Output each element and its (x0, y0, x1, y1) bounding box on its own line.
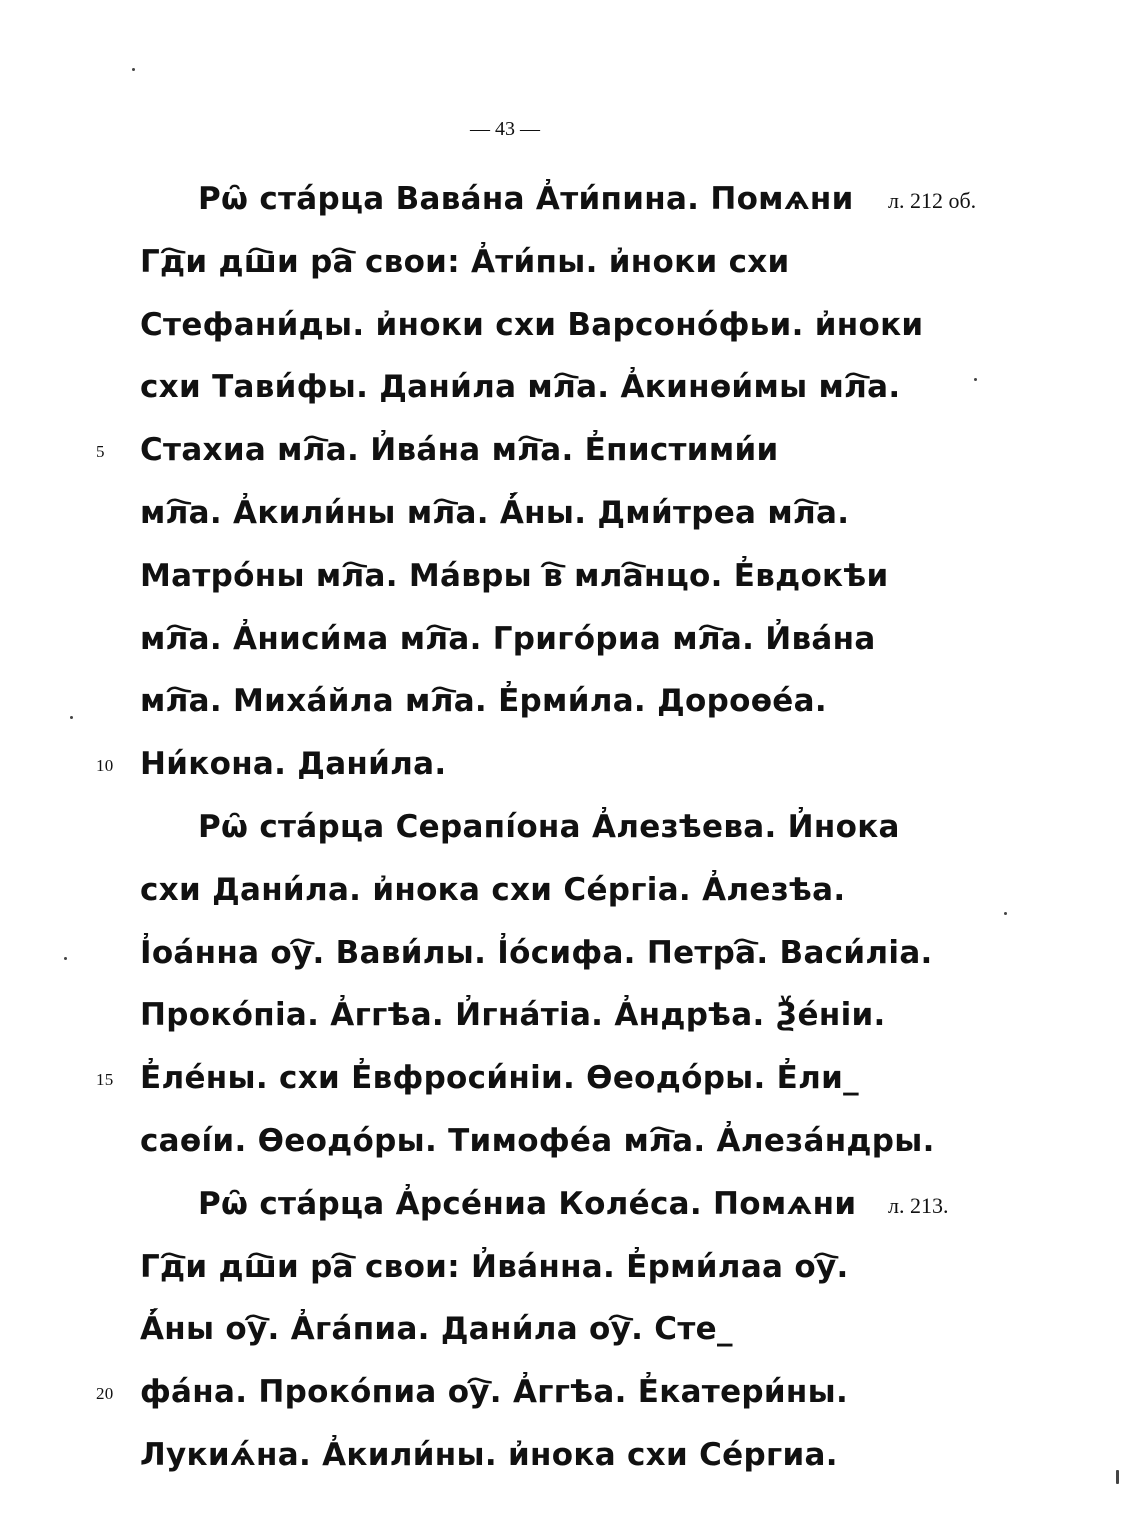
folio-margin-note: л. 212 об. (888, 188, 977, 213)
line-text: І҆оа́нна оу҇. Вави́лы. І҆о́сифа. Петра҇. Васи́ліа. (140, 934, 933, 971)
text-line (140, 859, 880, 922)
text-line (96, 1361, 880, 1424)
text-line (140, 608, 880, 671)
line-number: 5 (96, 442, 105, 462)
text-line (140, 1236, 880, 1299)
scan-speck (132, 68, 135, 71)
line-text: мл҇а. Миха́йла мл҇а. Е҆рми́ла. Дороѳе́а. (140, 683, 827, 720)
text-line (140, 1173, 949, 1236)
page-number: — 43 — (470, 118, 540, 140)
line-text: Стахиа мл҇а. И҆ва́на мл҇а. Е҆пистими́и (140, 432, 779, 469)
scan-speck (974, 378, 977, 381)
line-text: Рѡ̑ ста́рца Вава́на А҆ти́пина. Помѧни (198, 181, 854, 217)
text-line (140, 984, 886, 1047)
folio-margin-note: л. 213. (888, 1192, 949, 1218)
line-number: 10 (96, 756, 114, 776)
line-number: 15 (96, 1070, 114, 1090)
text-line (140, 294, 924, 357)
scan-speck (70, 716, 73, 719)
line-text: Матро́ны мл҇а. Ма́вры в҇ мла҇нцо. Е҆вдокѣи (140, 557, 889, 594)
text-line (96, 733, 880, 796)
line-text: Гд҇и дш҇и ра҇ свои: И҆ва́нна. Е҆рми́лаа оу҇. (140, 1248, 849, 1285)
text-line (140, 545, 889, 608)
line-text: Рѡ̑ ста́рца А҆рсе́ниа Коле́са. Помѧни (198, 1185, 857, 1222)
text-line (96, 419, 880, 482)
line-text: Лукиѧ́на. А҆кили́ны. и҆нока схи Се́ргиа. (140, 1436, 838, 1473)
line-text: Стефани́ды. и҆ноки схи Варсоно́фьи. и҆ноки (140, 306, 924, 343)
text-line (140, 231, 880, 294)
text-line (140, 356, 901, 419)
text-line (96, 1047, 880, 1110)
text-line (140, 168, 977, 231)
line-text: Проко́піа. А҆ггѣа. И҆гна́тіа. А҆ндрѣа. Ѯе́ніи. (140, 997, 886, 1034)
text-line (140, 482, 880, 545)
line-text: саѳі́и. Ѳеодо́ры. Тимофе́а мл҇а. А҆леза́ндры. (140, 1122, 935, 1159)
line-text: Ни́кона. Дани́ла. (140, 746, 447, 783)
text-line (140, 922, 933, 985)
text-line (140, 796, 900, 859)
line-text: Е҆ле́ны. схи Е҆вфроси́ніи. Ѳеодо́ры. Е҆ли_ (140, 1060, 859, 1097)
manuscript-text (96, 168, 977, 1487)
line-text: мл҇а. А҆ниси́ма мл҇а. Григо́риа мл҇а. И҆ва́на (140, 620, 876, 657)
line-text: Рѡ̑ ста́рца Серапі́она А҆лезѣева. И҆нока (198, 808, 900, 845)
line-text: фа́на. Проко́пиа оу҇. А҆ггѣа. Е҆катери́ны. (140, 1374, 849, 1411)
line-text: Гд҇и дш҇и ра҇ свои: А҆ти́пы. и҆ноки схи (140, 243, 790, 280)
text-line (140, 1298, 880, 1361)
line-text: мл҇а. А҆кили́ны мл҇а. А҆́ны. Дми́треа мл҇а. (140, 494, 850, 531)
line-text: А҆́ны оу҇. А҆га́пиа. Дани́ла оу҇. Сте_ (140, 1311, 733, 1348)
text-line (140, 1424, 880, 1487)
scan-speck (1116, 1470, 1119, 1484)
line-text: схи Тави́фы. Дани́ла мл҇а. А҆кинѳи́мы мл҇а. (140, 369, 901, 406)
scan-speck (64, 957, 67, 960)
text-line (140, 1110, 935, 1173)
line-number: 20 (96, 1384, 114, 1404)
scan-speck (1004, 912, 1007, 915)
line-text: схи Дани́ла. и҆нока схи Се́ргіа. А҆лезѣа. (140, 871, 846, 908)
text-line (140, 670, 880, 733)
